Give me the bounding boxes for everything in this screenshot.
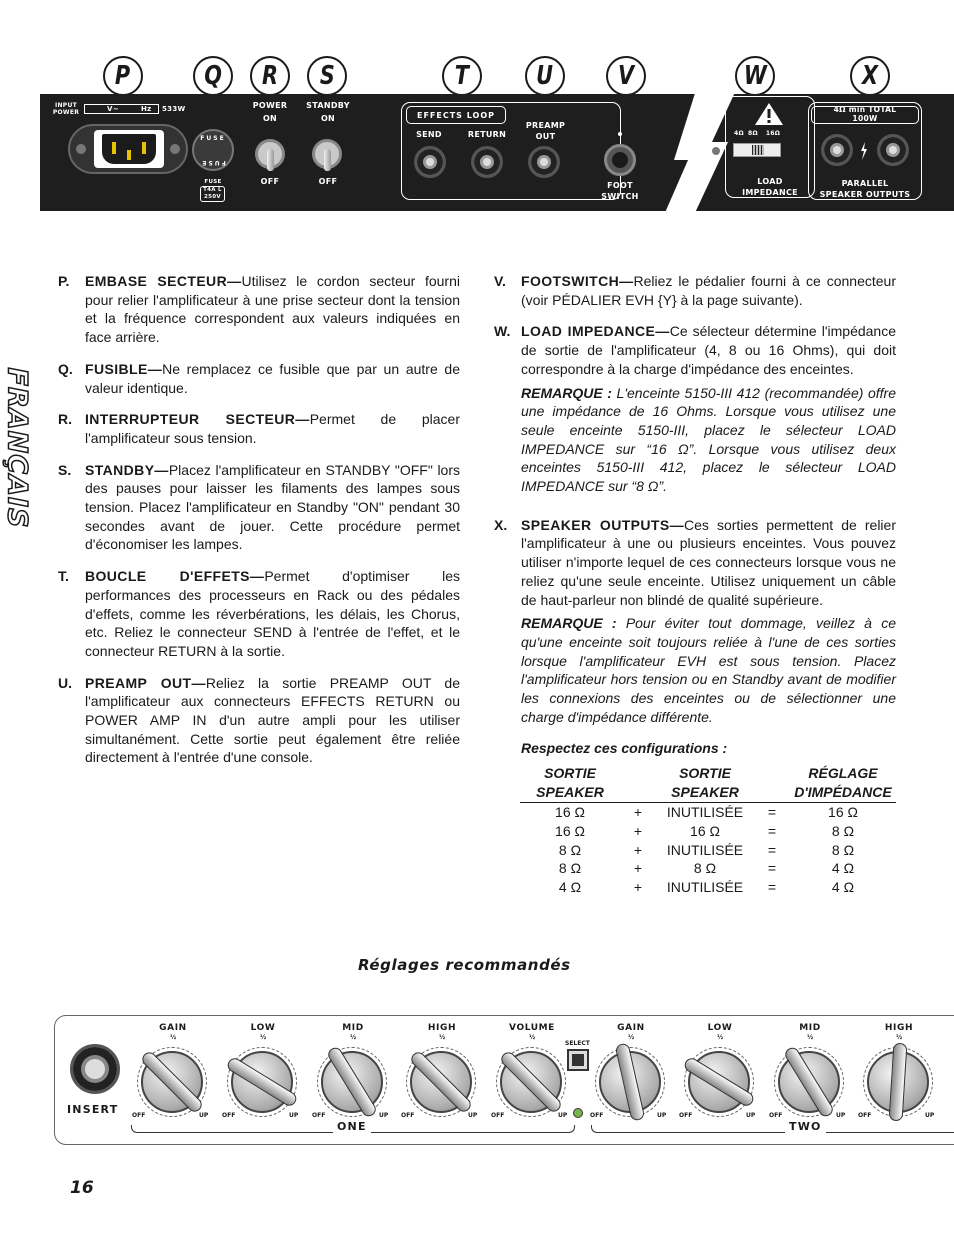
item-title: FUSIBLE— [85,360,163,377]
knob-off-label: OFF [590,1112,604,1119]
min-total-label: 4Ω min TOTAL 100W [833,105,897,123]
item-key: T. [58,568,69,585]
parallel-speaker-outputs-label: PARALLEL SPEAKER OUTPUTS [819,179,911,199]
half-mark: ½ [439,1034,446,1041]
page-number: 16 [70,1178,94,1198]
foot-switch-label: FOOT SWITCH [601,181,639,201]
note-x [494,614,896,726]
half-mark: ½ [529,1034,536,1041]
knob-up-label: UP [468,1112,478,1119]
standby-toggle[interactable] [312,139,342,169]
item-key: R. [58,411,72,428]
note-text: L'enceinte 5150-III 412 (recommandée) offre une impédance de 16 Ohms. Lorsque vous utilisez une seule enceinte 5150-III, placez le sélecteur LOAD IMPEDANCE sur “16 Ω”. Lorsque vous utilisez deux enceintes 5150-III 412, placez le sélecteur LOAD IMPEDANCE sur “8 Ω”. [521,384,896,495]
item-r [58,410,460,447]
config-header: SORTIE SPEAKER [520,764,620,803]
item-p [58,272,460,347]
knob-label: LOW [707,1023,733,1033]
knob-pointer [889,1043,908,1122]
impedance-selector[interactable] [733,143,781,157]
item-s [58,461,460,555]
recommended-settings-title: Réglages recommandés [358,956,571,974]
callout-p: P [103,56,143,96]
effects-loop-label: EFFECTS LOOP [416,111,495,120]
table-row: 8 Ω + 8 Ω = 4 Ω [558,860,855,877]
power-off-label: OFF [260,177,280,186]
half-mark: ½ [807,1034,814,1041]
knob-pointer [615,1042,646,1121]
item-text: Ce sélecteur détermine l'impédance de sortie de l'amplificateur (4, 8 ou 16 Ohms), qui doit correspondre à la charge d'impédance des enceintes. [521,323,897,377]
knob-label: HIGH [884,1023,914,1033]
knob-off-label: OFF [858,1112,872,1119]
config-table [520,764,896,897]
knob-pointer [408,1049,473,1114]
knob-pointer [783,1045,836,1119]
knob-gain-two[interactable] [599,1051,661,1113]
table-row: 4 Ω + INUTILISÉE = 4 Ω [558,879,855,896]
callout-t: T [442,56,482,96]
speaker-output-jack-1[interactable] [821,134,853,166]
item-key: P. [58,273,70,289]
knob-label: GAIN [617,1023,645,1033]
preamp-out-label: PREAMP OUT [525,121,566,141]
knob-up-label: UP [925,1112,935,1119]
knob-mid-one[interactable] [321,1051,383,1113]
item-text: Permet d'optimiser les performances des processeurs en Rack ou des pédales d'effets, comme les réverbérations, les délais, les Chorus, etc. Reliez le connecteur SEND à l'entrée de l'effet, et le connecteur RETURN à la sortie. [85,568,460,659]
knob-up-label: UP [657,1112,667,1119]
return-jack[interactable] [471,146,503,178]
voltage-box [84,104,159,114]
knob-off-label: OFF [312,1112,326,1119]
knob-up-label: UP [746,1112,756,1119]
lightning-icon [860,142,868,160]
item-text: Ces sorties permettent de relier l'amplificateur à une ou plusieurs enceintes. Vous pouvez utiliser n'importe lequel de ces connecteurs lorsque vous ne reliez qu'une seule enceinte. Utilisez uniquement un câble de haut-parleur non blindé de qualité supérieure. [521,516,896,608]
note-label: REMARQUE : [521,615,626,632]
voltage-label: V~ [107,105,119,113]
knob-off-label: OFF [222,1112,236,1119]
half-mark: ½ [717,1034,724,1041]
channel-one-label: ONE [333,1120,371,1133]
fuse-ring-label-bottom: FUSE [200,159,226,166]
language-tab [0,355,33,540]
send-label: SEND [416,130,442,139]
callout-r: R [250,56,290,96]
item-text: Utilisez le cordon secteur fourni pour relier l'amplificateur à une prise secteur dont la tension et la fréquence correspondent aux valeurs indiquées en face arrière. [85,273,460,346]
knob-label: GAIN [159,1023,187,1033]
knob-gain-one[interactable] [141,1051,203,1113]
knob-up-label: UP [289,1112,299,1119]
standby-label: STANDBY [306,101,350,110]
channel-select-button[interactable] [567,1049,589,1071]
item-text: Reliez le pédalier fourni à ce connecteur (voir PÉDALIER EVH {Y} à la page suivante). [521,273,896,308]
item-t [58,567,460,661]
callout-q: Q [193,56,233,96]
item-text: Reliez la sortie PREAMP OUT de l'amplificateur aux connecteurs EFFECTS RETURN ou POWER AMP IN d'un autre ampli pour les utiliser simultanément. Cette sortie peut également être reliée directement à l'entrée d'une console. [85,674,460,766]
power-toggle[interactable] [255,139,285,169]
callout-u: U [525,56,565,96]
item-title: BOUCLE D'EFFETS— [85,568,265,585]
right-column [494,272,896,739]
item-title: STANDBY— [85,461,169,478]
knob-off-label: OFF [769,1112,783,1119]
insert-jack[interactable] [70,1044,120,1094]
item-key: W. [494,323,511,340]
speaker-output-jack-2[interactable] [877,134,909,166]
panel-screw [712,147,720,155]
warning-icon [754,102,784,126]
channel-two-label: TWO [785,1120,826,1133]
half-mark: ½ [628,1034,635,1041]
item-x [494,516,896,610]
footswitch-connector[interactable] [604,144,636,176]
rear-panel [40,94,954,211]
impedance-16-label: 16Ω [765,130,781,137]
note-w [494,384,896,496]
knob-up-label: UP [836,1112,846,1119]
standby-on-label: ON [320,114,336,123]
item-key: U. [58,674,72,691]
item-text: Permet de placer l'amplificateur sous tension. [85,411,460,446]
item-key: X. [494,516,508,533]
knob-label: LOW [250,1023,276,1033]
table-row: 16 Ω + INUTILISÉE = 16 Ω [555,804,858,820]
channel-two-bracket [591,1125,954,1133]
callout-x: X [850,56,890,96]
callout-w: W [735,56,775,96]
power-on-label: ON [262,114,278,123]
front-panel [54,1015,954,1145]
item-key: S. [58,461,72,478]
knob-pointer [682,1056,756,1109]
table-row: 16 Ω + 16 Ω = 8 Ω [555,822,855,839]
impedance-4-label: 4Ω [734,130,744,137]
item-q [58,360,460,397]
table-row: 8 Ω + INUTILISÉE = 8 Ω [558,841,855,858]
note-label: REMARQUE : [521,384,617,401]
item-title: PREAMP OUT— [85,674,206,691]
item-w [494,322,896,378]
item-text: Ne remplacez ce fusible que par un autre de valeur identique. [85,360,460,396]
half-mark: ½ [170,1034,177,1041]
knob-pointer [225,1056,299,1109]
callout-v: V [606,56,646,96]
channel-led [573,1108,583,1118]
callout-letters [0,56,954,98]
knob-low-one[interactable] [231,1051,293,1113]
knob-off-label: OFF [679,1112,693,1119]
power-inlet-plate [68,124,188,174]
item-key: Q. [58,360,73,377]
knob-up-label: UP [558,1112,568,1119]
language-tab-label: FRANÇAIS [1,367,32,528]
fuse-rating: T4A L 250V [200,186,225,202]
power-label: POWER [252,101,288,110]
item-u [58,674,460,768]
hz-label: Hz [141,105,152,113]
item-title: INTERRUPTEUR SECTEUR— [85,411,310,428]
knob-up-label: UP [379,1112,389,1119]
half-mark: ½ [896,1034,903,1041]
footswitch-dot [618,132,622,136]
config-header: SORTIE SPEAKER [656,764,754,803]
item-title: SPEAKER OUTPUTS— [521,516,685,533]
impedance-8-label: 8Ω [748,130,758,137]
knob-off-label: OFF [132,1112,146,1119]
knob-high-two[interactable] [867,1051,929,1113]
knob-pointer [139,1049,204,1114]
half-mark: ½ [260,1034,267,1041]
knob-pointer [498,1049,563,1114]
knob-mid-two[interactable] [778,1051,840,1113]
callout-s: S [307,56,347,96]
item-title: LOAD IMPEDANCE— [521,323,670,340]
standby-off-label: OFF [318,177,338,186]
item-title: EMBASE SECTEUR— [85,273,242,289]
knob-high-one[interactable] [410,1051,472,1113]
item-text: Placez l'amplificateur en STANDBY "OFF" lors des pauses pour laisser les filaments des lampes sous tension. Placez l'amplificateur en Standby "ON" pendant 30 secondes avant de jouer. Cette procédure permet d'économiser les lampes. [85,461,460,553]
wattage-label: 533W [162,105,186,113]
knob-pointer [326,1045,379,1119]
fuse-ring-label-top: FUSE [200,135,226,142]
note-text: Pour éviter tout dommage, veillez à ce qu'une enceinte soit toujours reliée à l'une de ces sorties lorsque l'amplificateur EVH est sous tension. Placez l'amplificateur hors tension ou en Standby avant de modifier les connexions des enceintes ou de sélectionner une charge d'impédance différente. [521,615,896,725]
knob-label: MID [799,1023,821,1033]
power-inlet-socket[interactable] [94,130,164,168]
load-impedance-label: LOAD IMPEDANCE [742,177,798,197]
knob-low-two[interactable] [688,1051,750,1113]
select-label: SELECT [565,1040,590,1047]
half-mark: ½ [350,1034,357,1041]
item-v [494,272,896,309]
return-label: RETURN [467,130,507,139]
config-header-row [520,764,896,803]
knob-off-label: OFF [491,1112,505,1119]
item-key: V. [494,273,506,289]
send-jack[interactable] [414,146,446,178]
knob-up-label: UP [199,1112,209,1119]
insert-label: INSERT [67,1103,119,1116]
knob-volume-one[interactable] [500,1051,562,1113]
input-power-label: INPUT POWER [52,102,80,116]
preamp-out-jack[interactable] [528,146,560,178]
left-column [58,272,460,780]
config-title: Respectez ces configurations : [521,740,728,756]
fuse-label: FUSE [204,179,222,185]
config-header: RÉGLAGE D'IMPÉDANCE [790,764,896,803]
item-title: FOOTSWITCH— [521,273,634,289]
knob-label: VOLUME [509,1023,555,1033]
fuse-holder[interactable] [192,129,234,171]
knob-label: MID [342,1023,364,1033]
knob-off-label: OFF [401,1112,415,1119]
knob-label: HIGH [427,1023,457,1033]
